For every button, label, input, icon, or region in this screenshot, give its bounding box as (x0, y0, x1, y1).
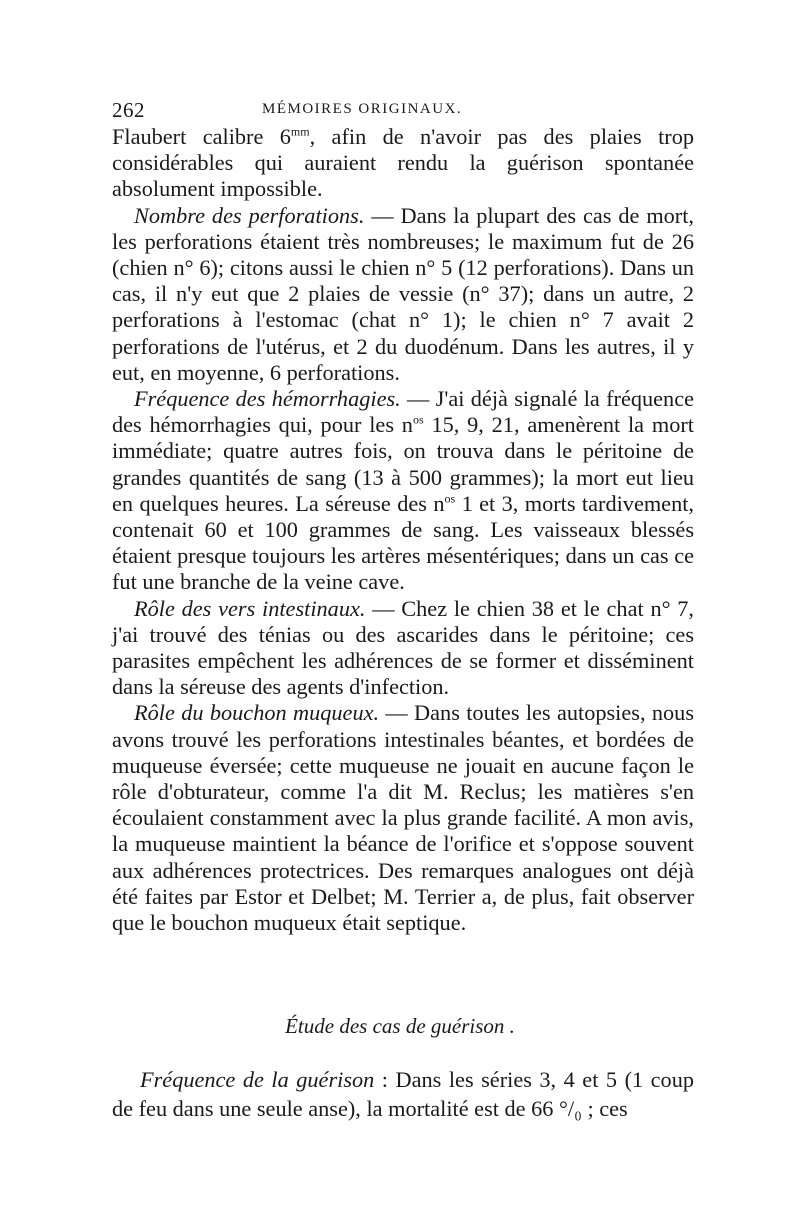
paragraph-lead: Rôle des vers intestinaux. (134, 595, 366, 621)
paragraph-lead: Fréquence des hémorrhagies. (134, 386, 401, 412)
paragraph-frequence-guerison (112, 1065, 694, 1123)
body-text (112, 124, 694, 936)
paragraph-lead: Fréquence de la guérison (140, 1067, 375, 1092)
running-head (112, 98, 692, 124)
paragraph-vers-intestinaux (112, 596, 694, 701)
superscript-os: os (444, 491, 456, 506)
paragraph-perforations (112, 203, 694, 386)
paragraph-text: — Dans toutes les autopsies, nous avons trouvé les perforations intestinales béantes, et bordées de muqueuse éversée; cette muqueuse ne jouait en aucune façon le rôle d'obturateur, comme l'a dit M. Reclus; les matières s'en écoulaient constamment avec la plus grande facilité. A mon avis, la muqueuse maintient la béance de l'orifice et s'oppose souvent aux adhérences protectrices. Des remarques analogues ont déjà été faites par Estor et Delbet; M. Terrier a, de plus, fait observer que le bouchon muqueux était septique. (112, 700, 694, 936)
paragraph-lead: Rôle du bouchon muqueux. (134, 700, 380, 726)
paragraph-text: — J'ai déjà signalé la fréquence des hémorrhagies qui, pour les n (112, 386, 695, 438)
paragraph-text: — Chez le chien 38 et le chat n° 7, j'ai trouvé des ténias ou des ascarides dans le péritoine; ces parasites empêchent les adhérences de se former et disséminent dans la séreuse des agents d'infection. (112, 595, 694, 700)
paragraph-hemorrhagies (112, 386, 694, 596)
paragraph-text: 15, 9, 21, amenèrent la mort immédiate; quatre autres fois, on trouva dans le péritoine de grandes quantités de sang (13 à 500 grammes); la mort eut lieu en quelques heures. La séreuse des n (112, 412, 694, 516)
superscript-mm: mm (290, 124, 310, 139)
paragraph-bouchon-muqueux (112, 700, 694, 936)
paragraph-text: Flaubert calibre 6 (112, 124, 291, 149)
paragraph-text: — Dans la plupart des cas de mort, les perforations étaient très nombreuses; le maximum fut de 26 (chien n° 6); citons aussi le chien n° 5 (12 perforations). Dans un cas, il n'y eut que 2 plaies de vessie (n° 37); dans un autre, 2 perforations à l'estomac (chat n° 1); le chien n° 7 avait 2 perforations de l'utérus, et 2 du duodénum. Dans les autres, il y eut, en moyenne, 6 perforations. (112, 202, 695, 385)
page-number: 262 (112, 98, 145, 122)
paragraph-text: : Dans les séries 3, 4 et 5 (1 coup de feu dans une seule anse), la mortalité est de 66 °/₀ ; ces (112, 1067, 694, 1121)
paragraph-text: 1 et 3, morts tardivement, contenait 60 et 100 grammes de sang. Les vaisseaux blessés étaient presque toujours les artères mésentériques; dans un cas ce fut une branche de la veine cave. (112, 490, 694, 595)
section-heading: Étude des cas de guérison . (285, 1014, 515, 1038)
running-title: MÉMOIRES ORIGINAUX. (262, 101, 463, 117)
paragraph-calibre (112, 124, 694, 203)
paragraph-lead: Nombre des perforations. (134, 202, 365, 228)
paragraph-text: , afin de n'avoir pas des plaies trop considérables qui auraient rendu la guérison spontanée absolument impossible. (112, 124, 694, 202)
superscript-os: os (412, 412, 424, 427)
